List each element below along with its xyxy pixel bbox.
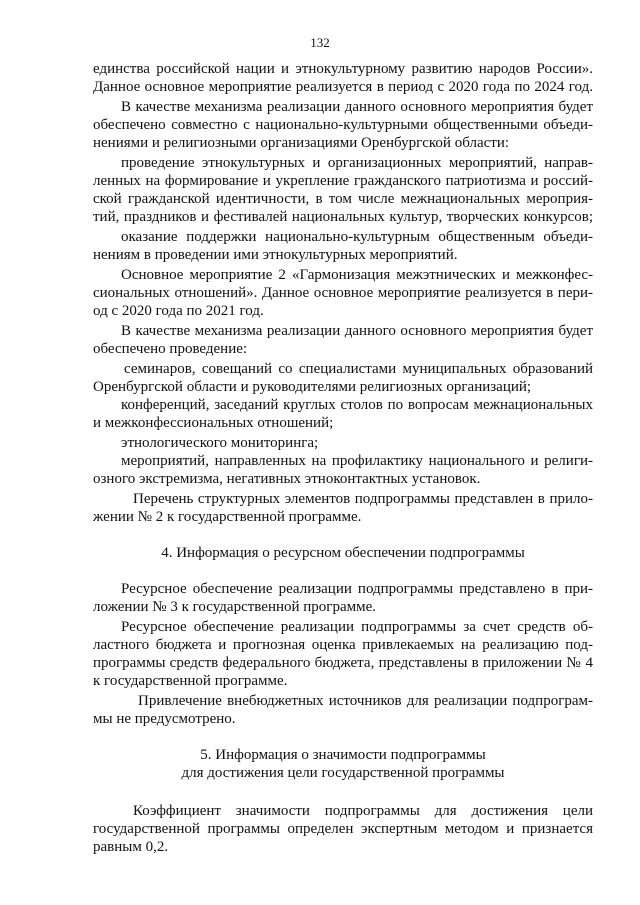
text-line: од с 2020 года по 2021 год. <box>93 303 264 319</box>
text-line: нениями и религиозными организациями Оренбургской области: <box>93 135 510 151</box>
text-line: В качестве механизма реализации данного основного мероприятия будет <box>121 99 593 115</box>
text-line: этнологического мониторинга; <box>121 435 319 451</box>
text-line: мы не предусмотрено. <box>93 711 236 727</box>
text-line: Оренбургской области и руководителями религиозных организаций; <box>93 379 532 395</box>
text-line: к государственной программе. <box>93 673 288 689</box>
text-line: равным 0,2. <box>93 839 169 855</box>
text-line: и межконфессиональных отношений; <box>93 415 334 431</box>
text-line: Ресурсное обеспечение реализации подпрограммы представлено в при- <box>121 581 593 597</box>
text-line: конференций, заседаний круглых столов по вопросам межнациональных <box>121 397 593 413</box>
text-line: Перечень структурных элементов подпрограммы представлен в прило- <box>133 491 593 507</box>
section-heading: 5. Информация о значимости подпрограммы <box>200 747 486 763</box>
text-line: государственной программы определен экспертным методом и признается <box>93 821 593 837</box>
text-line: программы средств федерального бюджета, представлены в приложении № 4 <box>93 655 593 671</box>
text-line: тий, праздников и фестивалей национальных культур, творческих конкурсов; <box>93 209 593 225</box>
text-line: нениям в проведении ими этнокультурных мероприятий. <box>93 247 458 263</box>
text-line: мероприятий, направленных на профилактику национального и религи- <box>121 453 593 469</box>
section-heading: для достижения цели государственной программы <box>181 765 505 781</box>
text-line: ложении № 3 к государственной программе. <box>93 599 377 615</box>
text-line: озного экстремизма, негативных этноконтактных установок. <box>93 471 481 487</box>
text-line: Основное мероприятие 2 «Гармонизация межэтнических и межконфес- <box>121 267 593 283</box>
text-line: обеспечено совместно с национально-культурными общественными объеди- <box>93 117 593 133</box>
text-line: ленных на формирование и укрепление гражданского патриотизма и россий- <box>93 173 593 189</box>
section-heading: 4. Информация о ресурсном обеспечении подпрограммы <box>161 545 525 561</box>
text-line: обеспечено проведение: <box>93 341 248 357</box>
text-line: Коэффициент значимости подпрограммы для достижения цели <box>133 803 593 819</box>
text-line: ской гражданской идентичности, в том числе межнациональных мероприя- <box>93 191 593 207</box>
text-line: единства российской нации и этнокультурному развитию народов России». <box>93 61 593 77</box>
text-line: сиональных отношений». Данное основное мероприятие реализуется в пери- <box>93 285 593 301</box>
text-line: оказание поддержки национально-культурным общественным объеди- <box>121 229 593 245</box>
text-line: Ресурсное обеспечение реализации подпрограммы за счет средств об- <box>121 619 593 635</box>
text-line: В качестве механизма реализации данного основного мероприятия будет <box>121 323 593 339</box>
text-line: Данное основное мероприятие реализуется в период с 2020 года по 2024 год. <box>93 79 593 95</box>
page-number: 132 <box>310 35 330 50</box>
text-line: проведение этнокультурных и организационных мероприятий, направ- <box>121 155 593 171</box>
text-line: семинаров, совещаний со специалистами муниципальных образований <box>124 361 593 377</box>
text-line: жении № 2 к государственной программе. <box>93 509 362 525</box>
text-line: Привлечение внебюджетных источников для реализации подпрограм- <box>138 693 593 709</box>
text-line: ластного бюджета и прогнозная оценка привлекаемых на реализацию под- <box>93 637 593 653</box>
